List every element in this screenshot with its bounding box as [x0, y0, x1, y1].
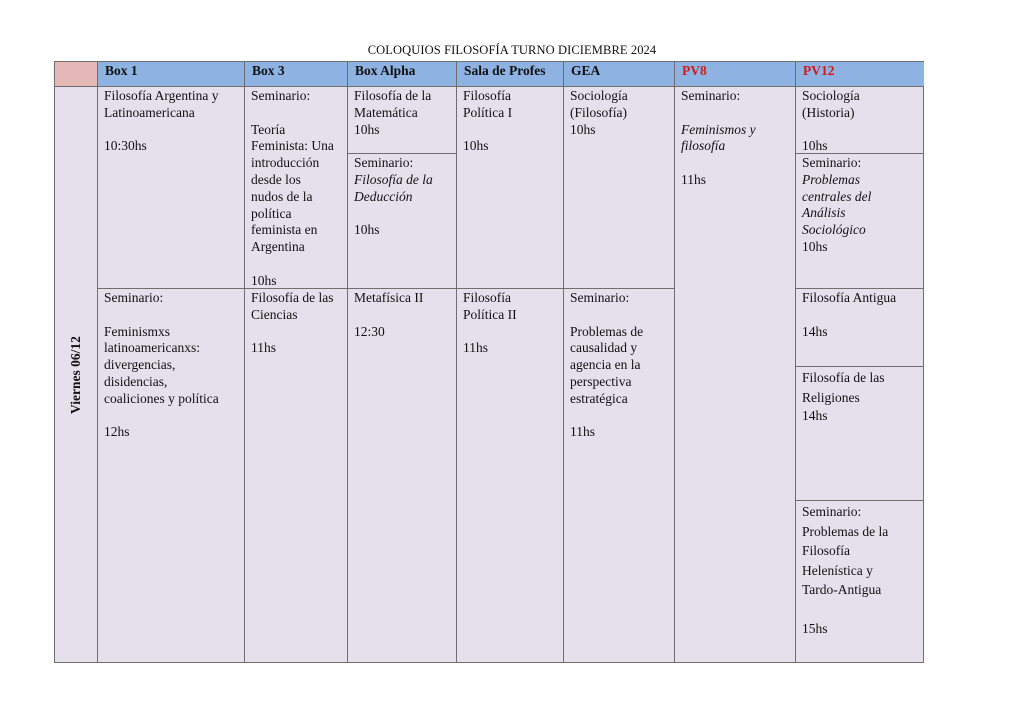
- header-corner: [55, 62, 98, 87]
- session-time: 10hs: [463, 138, 489, 154]
- session-line: Seminario:: [681, 88, 741, 103]
- session-line: causalidad y: [570, 340, 638, 356]
- session-time: 12:30: [354, 323, 385, 339]
- session-cell: [457, 87, 564, 289]
- session-line: Seminario:: [570, 290, 630, 305]
- day-label: Viernes 06/12: [68, 336, 83, 414]
- session-line: Seminario:: [354, 155, 414, 170]
- session-time: 11hs: [463, 340, 489, 356]
- session-cell: [796, 367, 924, 501]
- session-time: 10:30hs: [104, 138, 147, 154]
- session-line: Problemas de: [570, 323, 644, 339]
- session-line: Filosofía de las: [802, 370, 885, 385]
- session-line: filosofía: [681, 138, 726, 154]
- session-line: Filosofía de las: [251, 290, 334, 305]
- session-cell: [564, 289, 675, 663]
- session-line: Filosofía de la: [354, 88, 432, 103]
- session-line: Filosofía: [802, 543, 851, 558]
- session-time: 14hs: [802, 323, 828, 339]
- session-line: Filosofía: [463, 290, 512, 305]
- session-line: disidencias,: [104, 373, 168, 389]
- session-time: 10hs: [802, 238, 828, 254]
- session-time: 11hs: [251, 340, 277, 356]
- session-line: Argentina: [251, 239, 305, 255]
- session-cell: [457, 289, 564, 663]
- session-line: Sociología: [802, 88, 860, 103]
- session-line: Matemática: [354, 104, 418, 120]
- session-line: Política II: [463, 306, 517, 322]
- session-line: Metafísica II: [354, 290, 424, 305]
- session-cell: [245, 289, 348, 663]
- header-box-1: Box 1: [98, 62, 245, 87]
- header-box-alpha: Box Alpha: [348, 62, 457, 87]
- session-line: agencia en la: [570, 357, 641, 373]
- session-line: centrales del: [802, 188, 872, 204]
- session-cell: [348, 87, 457, 154]
- session-line: (Filosofía): [570, 104, 627, 120]
- session-line: Sociológico: [802, 222, 866, 238]
- session-line: Latinoamericana: [104, 104, 195, 120]
- session-line: nudos de la: [251, 188, 313, 204]
- session-line: estratégica: [570, 390, 628, 406]
- header-sala-de-profes: Sala de Profes: [457, 62, 564, 87]
- session-time: 10hs: [570, 121, 596, 137]
- session-line: Teoría: [251, 121, 286, 137]
- session-line: Seminario:: [251, 88, 311, 103]
- session-line: Deducción: [354, 188, 413, 204]
- session-time: 14hs: [802, 408, 828, 423]
- session-line: perspectiva: [570, 373, 632, 389]
- session-line: desde los: [251, 171, 301, 187]
- session-line: Feminismxs: [104, 323, 171, 339]
- header-box-3: Box 3: [245, 62, 348, 87]
- session-line: Seminario:: [802, 155, 862, 170]
- session-cell: [796, 87, 924, 154]
- header-pv8: PV8: [675, 62, 796, 87]
- session-cell: [675, 87, 796, 663]
- session-line: introducción: [251, 155, 320, 171]
- session-line: feminista en: [251, 222, 318, 238]
- session-line: Política I: [463, 104, 513, 120]
- session-line: Feminista: Una: [251, 138, 334, 154]
- session-line: coaliciones y política: [104, 390, 219, 406]
- session-time: 15hs: [802, 621, 828, 636]
- session-line: Problemas de la: [802, 523, 889, 539]
- session-cell: [348, 154, 457, 289]
- schedule-table: [54, 61, 924, 663]
- session-line: Filosofía Argentina y: [104, 88, 219, 103]
- session-line: Seminario:: [104, 290, 164, 305]
- session-line: Feminismos y: [681, 121, 756, 137]
- session-line: Seminario:: [802, 504, 862, 519]
- session-line: Religiones: [802, 389, 860, 405]
- day-label-cell: [55, 87, 98, 663]
- session-line: Filosofía de la: [354, 171, 433, 187]
- session-cell: [245, 87, 348, 289]
- session-line: política: [251, 205, 292, 221]
- session-cell: [796, 501, 924, 663]
- session-time: 12hs: [104, 424, 130, 440]
- session-cell: [98, 87, 245, 289]
- session-cell: [564, 87, 675, 289]
- session-time: 10hs: [802, 138, 828, 154]
- session-time: 11hs: [570, 424, 596, 440]
- session-time: 10hs: [354, 222, 380, 238]
- session-line: Análisis: [802, 205, 846, 221]
- session-line: Sociología: [570, 88, 628, 103]
- session-time: 10hs: [354, 121, 380, 137]
- session-line: Ciencias: [251, 306, 298, 322]
- session-cell: [796, 154, 924, 289]
- session-time: 10hs: [251, 272, 277, 288]
- session-time: 11hs: [681, 171, 707, 187]
- session-cell: [796, 289, 924, 367]
- session-line: Filosofía: [463, 88, 512, 103]
- session-line: Helenística y: [802, 562, 873, 578]
- session-line: Tardo-Antigua: [802, 582, 882, 597]
- session-line: Filosofía Antigua: [802, 290, 897, 305]
- session-line: divergencias,: [104, 357, 176, 373]
- header-pv12: PV12: [796, 62, 924, 87]
- session-line: latinoamericanxs:: [104, 340, 200, 356]
- session-line: Problemas: [802, 171, 860, 187]
- session-cell: [348, 289, 457, 663]
- session-line: (Historia): [802, 104, 855, 120]
- page-title: COLOQUIOS FILOSOFÍA TURNO DICIEMBRE 2024: [367, 43, 657, 57]
- session-cell: [98, 289, 245, 663]
- header-gea: GEA: [564, 62, 675, 87]
